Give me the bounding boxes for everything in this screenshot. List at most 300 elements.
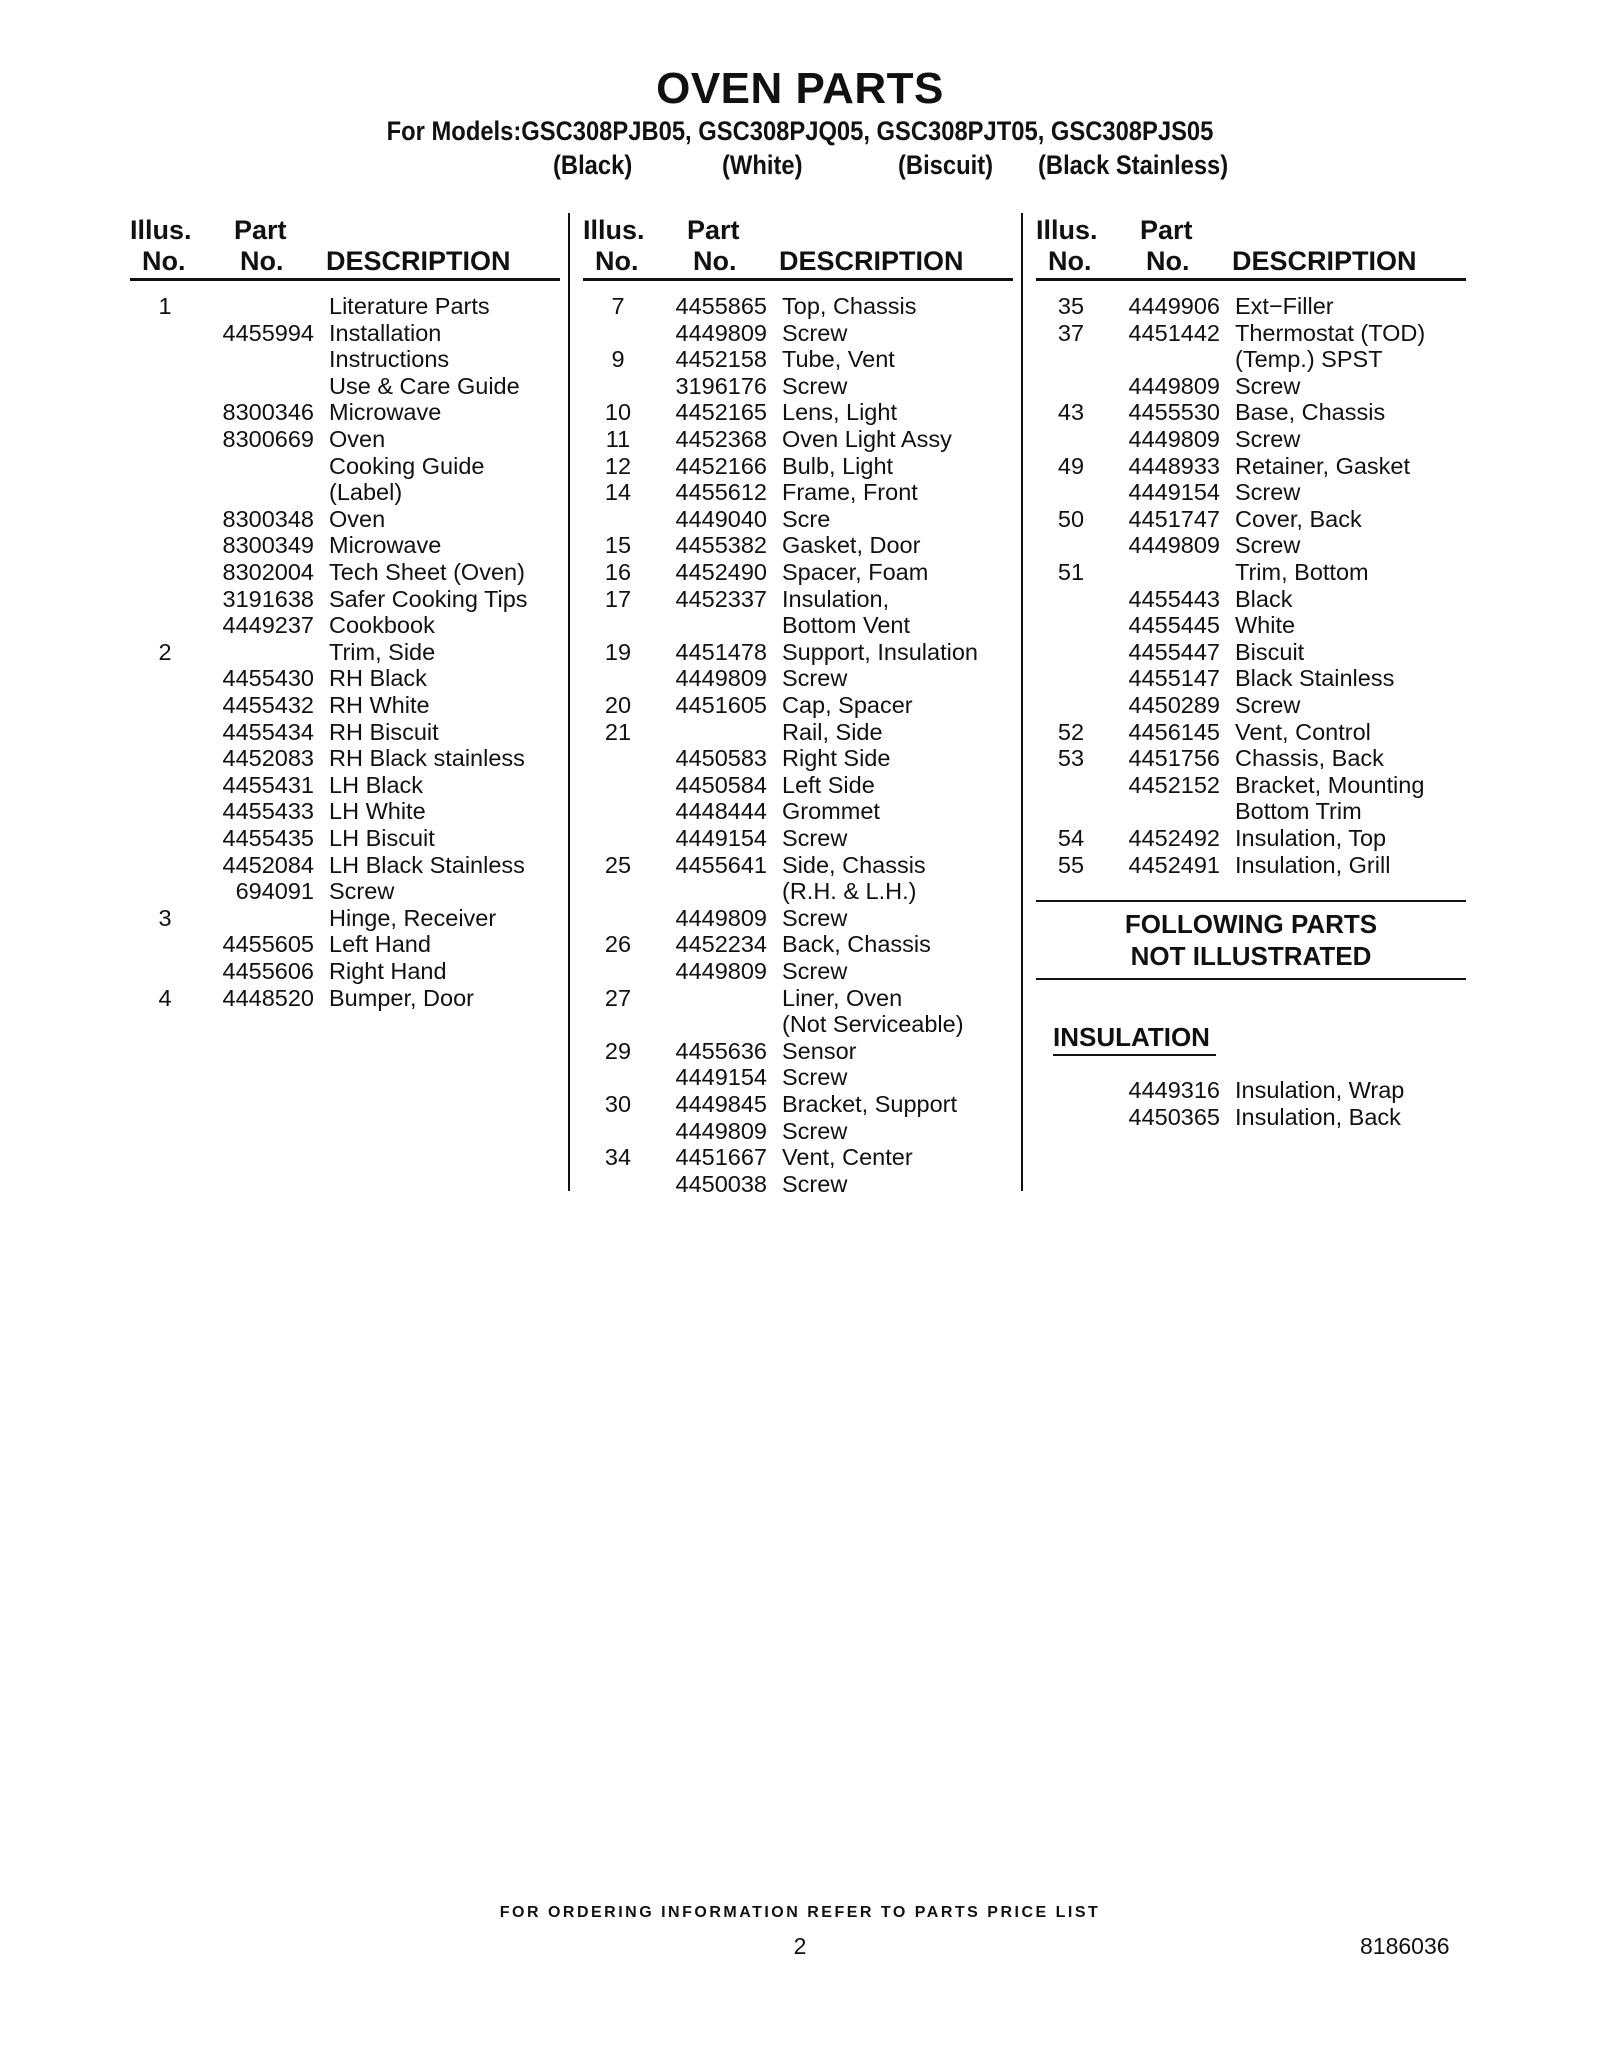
part-description: (Not Serviceable) (782, 1011, 964, 1038)
part-description: Microwave (329, 532, 442, 559)
parts-row (1036, 293, 1466, 320)
parts-row (583, 479, 1013, 506)
part-description: Screw (782, 1064, 848, 1091)
part-number: 8302004 (222, 559, 314, 585)
part-description: Spacer, Foam (782, 559, 929, 585)
part-description: Screw (782, 1170, 848, 1197)
part-description: Cover, Back (1235, 505, 1362, 532)
illus-number: 2 (158, 638, 172, 665)
variant-white: (White) (722, 150, 803, 180)
part-number: 4449040 (675, 505, 767, 532)
illus-number: 30 (604, 1091, 632, 1117)
part-description: Black Stainless (1235, 665, 1395, 692)
part-description: Frame, Front (782, 479, 918, 506)
part-description: Oven (329, 505, 386, 532)
parts-row (1036, 532, 1466, 559)
variant-black-stainless: (Black Stainless) (1038, 150, 1229, 180)
not-illustrated-heading-1: FOLLOWING PARTS (1124, 909, 1378, 939)
part-description: Support, Insulation (782, 638, 978, 665)
illus-number: 29 (604, 1037, 632, 1064)
part-description: Oven Light Assy (782, 426, 952, 452)
part-number: 4449154 (675, 825, 767, 851)
part-number: 4455382 (675, 532, 767, 559)
parts-row (583, 346, 1013, 373)
part-number: 4455147 (1128, 665, 1220, 692)
part-number: 4451747 (1128, 505, 1220, 532)
illus-number: 54 (1057, 825, 1085, 851)
part-number: 694091 (235, 878, 314, 905)
part-description: Bottom Trim (1235, 798, 1362, 825)
part-description: Side, Chassis (782, 851, 926, 878)
part-number: 8300348 (222, 505, 314, 532)
part-number: 4449906 (1128, 293, 1220, 319)
part-number: 8300349 (222, 532, 314, 559)
part-number: 4449809 (1128, 532, 1220, 559)
parts-row (130, 373, 560, 400)
part-description: Screw (1235, 692, 1301, 718)
parts-row (583, 612, 1013, 639)
part-number: 4455530 (1128, 399, 1220, 426)
part-number: 4449809 (1128, 426, 1220, 452)
part-number: 4449809 (1128, 372, 1220, 399)
part-description: Insulation, (782, 585, 890, 612)
part-number: 4452368 (675, 426, 767, 452)
illus-header: Illus. (130, 215, 192, 245)
part-number: 4452166 (675, 452, 767, 479)
parts-row (130, 985, 560, 1012)
part-description: Screw (782, 904, 848, 931)
model-list: For Models:GSC308PJB05, GSC308PJQ05, GSC308PJT05, GSC308PJS05 (386, 116, 1214, 146)
parts-row (583, 426, 1013, 453)
part-description: Microwave (329, 399, 442, 426)
not-illustrated-heading-2: NOT ILLUSTRATED (1130, 941, 1372, 971)
parts-row (583, 399, 1013, 426)
part-description: Screw (782, 825, 848, 851)
parts-row (130, 745, 560, 772)
illus-number: 34 (604, 1144, 632, 1171)
part-number: 4449809 (675, 1117, 767, 1144)
illus-number: 35 (1057, 293, 1085, 319)
part-description: Insulation, Back (1235, 1103, 1401, 1130)
parts-row (583, 745, 1013, 772)
part-description: Vent, Center (782, 1144, 913, 1171)
part-description: RH White (329, 692, 430, 718)
parts-row (130, 772, 560, 799)
parts-row (1036, 639, 1466, 666)
illus-number: 55 (1057, 851, 1085, 878)
part-number: 4452165 (675, 399, 767, 426)
section-rule-bottom (1036, 978, 1466, 980)
part-description: Tube, Vent (782, 346, 895, 373)
part-no-header: No. (1146, 246, 1190, 276)
part-number: 4455447 (1128, 638, 1220, 665)
illus-header: Illus. (583, 215, 645, 245)
illus-no-header: No. (142, 246, 186, 276)
part-description: Screw (1235, 479, 1301, 506)
part-description: Screw (782, 372, 848, 399)
parts-row (130, 293, 560, 320)
parts-row (583, 958, 1013, 985)
part-description: Lens, Light (782, 399, 897, 426)
part-description: Screw (782, 319, 848, 346)
part-description: Trim, Side (329, 638, 436, 665)
parts-row (130, 506, 560, 533)
parts-row (1036, 692, 1466, 719)
part-description: Chassis, Back (1235, 745, 1384, 772)
parts-row (583, 1038, 1013, 1065)
part-number: 4455434 (222, 718, 314, 745)
parts-row (1036, 399, 1466, 426)
illus-number: 16 (604, 559, 632, 585)
illus-number: 26 (604, 931, 632, 958)
part-description: Screw (1235, 426, 1301, 452)
part-number: 4455612 (675, 479, 767, 506)
parts-row (1036, 453, 1466, 480)
part-number: 4451667 (675, 1144, 767, 1171)
part-description: Bumper, Door (329, 984, 474, 1011)
part-description: Retainer, Gasket (1235, 452, 1411, 479)
illus-number: 52 (1057, 718, 1085, 745)
part-description: Biscuit (1235, 638, 1305, 665)
page-number: 2 (793, 1933, 807, 1959)
illus-number: 27 (604, 984, 632, 1011)
part-description: Screw (329, 878, 395, 905)
part-description: Literature Parts (329, 293, 490, 319)
part-number: 4449809 (675, 665, 767, 692)
illus-number: 25 (604, 851, 632, 878)
parts-row (583, 878, 1013, 905)
parts-row (1036, 825, 1466, 852)
part-description: RH Black (329, 665, 427, 692)
part-number: 4449237 (222, 612, 314, 639)
part-description: Trim, Bottom (1235, 559, 1369, 585)
part-description: Sensor (782, 1037, 857, 1064)
part-description: Right Side (782, 745, 891, 772)
part-number: 4452490 (675, 559, 767, 585)
illus-number: 12 (604, 452, 632, 479)
part-number: 4452152 (1128, 771, 1220, 798)
part-number: 4449809 (675, 904, 767, 931)
part-description: Screw (1235, 532, 1301, 559)
illus-number: 10 (604, 399, 632, 426)
parts-row (130, 825, 560, 852)
part-description: RH Biscuit (329, 718, 439, 745)
part-number: 3196176 (675, 372, 767, 399)
part-description: Screw (1235, 372, 1301, 399)
part-number: 4449845 (675, 1091, 767, 1117)
illus-number: 9 (611, 346, 625, 373)
part-header: Part (1140, 215, 1193, 245)
parts-row (583, 1091, 1013, 1118)
parts-row (1036, 1077, 1466, 1104)
part-number: 4455636 (675, 1037, 767, 1064)
parts-row (130, 665, 560, 692)
part-description: Insulation, Wrap (1235, 1077, 1405, 1103)
part-description: Screw (782, 665, 848, 692)
part-number: 4450584 (675, 771, 767, 798)
parts-row (583, 373, 1013, 400)
part-number: 4450289 (1128, 692, 1220, 718)
part-number: 4455443 (1128, 585, 1220, 612)
part-header: Part (234, 215, 287, 245)
part-description: Gasket, Door (782, 532, 921, 559)
part-description: Top, Chassis (782, 293, 917, 319)
part-number: 4448933 (1128, 452, 1220, 479)
part-number: 4451442 (1128, 319, 1220, 346)
part-description: Black (1235, 585, 1293, 612)
part-description: (R.H. & L.H.) (782, 878, 917, 905)
part-description: Safer Cooking Tips (329, 585, 528, 612)
part-description: Use & Care Guide (329, 372, 520, 399)
parts-row (130, 612, 560, 639)
insulation-underline (1053, 1054, 1216, 1056)
header-rule (130, 278, 560, 281)
parts-row (583, 719, 1013, 746)
page-title: OVEN PARTS (656, 64, 944, 113)
illus-number: 21 (604, 718, 632, 745)
parts-row (1036, 320, 1466, 347)
part-number: 4452158 (675, 346, 767, 373)
variant-biscuit: (Biscuit) (898, 150, 994, 180)
parts-row (130, 399, 560, 426)
part-description: Thermostat (TOD) (1235, 319, 1426, 346)
part-number: 4455435 (222, 825, 314, 851)
illus-number: 14 (604, 479, 632, 506)
illus-number: 3 (158, 904, 172, 931)
part-number: 4451478 (675, 638, 767, 665)
illus-number: 15 (604, 532, 632, 559)
ordering-footer: FOR ORDERING INFORMATION REFER TO PARTS PRICE LIST (499, 1904, 1101, 1921)
parts-row (130, 878, 560, 905)
parts-row (583, 320, 1013, 347)
illus-number: 49 (1057, 452, 1085, 479)
part-description: Left Side (782, 771, 875, 798)
part-description: Screw (782, 1117, 848, 1144)
parts-row (130, 320, 560, 347)
illus-number: 17 (604, 585, 632, 612)
parts-row (1036, 852, 1466, 879)
illus-no-header: No. (595, 246, 639, 276)
part-number: 4456145 (1128, 718, 1220, 745)
part-number: 4455994 (222, 319, 314, 346)
parts-row (130, 559, 560, 586)
parts-row (583, 825, 1013, 852)
parts-row (583, 798, 1013, 825)
illus-header: Illus. (1036, 215, 1098, 245)
parts-row (130, 453, 560, 480)
illus-number: 20 (604, 692, 632, 718)
part-number: 3191638 (222, 585, 314, 612)
part-number: 4455605 (222, 931, 314, 958)
parts-row (130, 479, 560, 506)
part-number: 4452491 (1128, 851, 1220, 878)
parts-row (130, 692, 560, 719)
illus-no-header: No. (1048, 246, 1092, 276)
part-description: Instructions (329, 346, 450, 373)
part-number: 4448520 (222, 984, 314, 1011)
part-number: 4452337 (675, 585, 767, 612)
illus-number: 51 (1057, 559, 1085, 585)
parts-row (130, 586, 560, 613)
part-description: White (1235, 612, 1296, 639)
part-number: 4455641 (675, 851, 767, 878)
parts-row (583, 905, 1013, 932)
part-number: 8300669 (222, 426, 314, 452)
parts-row (583, 665, 1013, 692)
parts-row (583, 639, 1013, 666)
parts-row (583, 1171, 1013, 1198)
part-description: Cooking Guide (329, 452, 485, 479)
part-number: 4450038 (675, 1170, 767, 1197)
part-number: 4452492 (1128, 825, 1220, 851)
parts-row (1036, 612, 1466, 639)
parts-row (130, 852, 560, 879)
description-header: DESCRIPTION (779, 246, 964, 276)
part-description: RH Black stainless (329, 745, 525, 772)
part-description: Ext−Filler (1235, 293, 1334, 319)
part-number: 4455432 (222, 692, 314, 718)
parts-row (583, 1064, 1013, 1091)
header-rule (583, 278, 1013, 281)
parts-row (130, 532, 560, 559)
parts-row (1036, 426, 1466, 453)
parts-row (583, 931, 1013, 958)
part-description: Insulation, Grill (1235, 851, 1391, 878)
parts-row (130, 639, 560, 666)
part-number: 4449809 (675, 958, 767, 984)
part-description: Tech Sheet (Oven) (329, 559, 525, 585)
parts-row (583, 559, 1013, 586)
part-number: 4450365 (1128, 1103, 1220, 1130)
part-number: 4449154 (1128, 479, 1220, 506)
parts-row (583, 586, 1013, 613)
part-description: Screw (782, 958, 848, 984)
part-description: Cap, Spacer (782, 692, 913, 718)
part-description: Cookbook (329, 612, 435, 639)
parts-row (130, 931, 560, 958)
part-number: 4449809 (675, 319, 767, 346)
part-description: Base, Chassis (1235, 399, 1386, 426)
parts-row (583, 1118, 1013, 1145)
parts-row (1036, 1104, 1466, 1131)
variant-black: (Black) (553, 150, 633, 180)
part-description: LH White (329, 798, 426, 825)
part-number: 4455865 (675, 293, 767, 319)
parts-row (130, 719, 560, 746)
parts-row (1036, 506, 1466, 533)
parts-row (1036, 745, 1466, 772)
parts-row (1036, 586, 1466, 613)
parts-row (130, 798, 560, 825)
illus-number: 50 (1057, 505, 1085, 532)
part-description: Bulb, Light (782, 452, 894, 479)
parts-row (1036, 373, 1466, 400)
part-header: Part (687, 215, 740, 245)
part-description: Rail, Side (782, 718, 883, 745)
part-number: 4451605 (675, 692, 767, 718)
part-number: 4449154 (675, 1064, 767, 1091)
document-number: 8186036 (1360, 1933, 1450, 1959)
part-number: 4452084 (222, 851, 314, 878)
part-description: Oven (329, 426, 386, 452)
parts-row (583, 293, 1013, 320)
part-description: LH Black Stainless (329, 851, 525, 878)
parts-row (130, 958, 560, 985)
illus-number: 11 (605, 426, 631, 452)
part-description: Bracket, Support (782, 1091, 958, 1117)
insulation-heading: INSULATION (1053, 1022, 1210, 1052)
part-number: 4455445 (1128, 612, 1220, 639)
part-number: 4455606 (222, 958, 314, 984)
parts-row (583, 772, 1013, 799)
part-description: Insulation, Top (1235, 825, 1387, 851)
parts-row (583, 852, 1013, 879)
part-description: Grommet (782, 798, 880, 825)
part-number: 4448444 (675, 798, 767, 825)
part-description: (Label) (329, 479, 403, 506)
part-number: 4450583 (675, 745, 767, 772)
parts-row (1036, 559, 1466, 586)
part-number: 4455433 (222, 798, 314, 825)
part-number: 4449316 (1128, 1077, 1220, 1103)
parts-row (583, 453, 1013, 480)
parts-row (1036, 772, 1466, 799)
parts-row (583, 1011, 1013, 1038)
part-number: 4452234 (675, 931, 767, 958)
part-number: 4452083 (222, 745, 314, 772)
part-description: Back, Chassis (782, 931, 931, 958)
parts-row (583, 1144, 1013, 1171)
part-description: LH Black (329, 771, 424, 798)
part-description: (Temp.) SPST (1235, 346, 1383, 373)
column-divider (568, 213, 570, 1191)
parts-row (583, 532, 1013, 559)
part-description: Hinge, Receiver (329, 904, 497, 931)
part-description: LH Biscuit (329, 825, 435, 851)
parts-row (583, 692, 1013, 719)
parts-row (1036, 719, 1466, 746)
part-number: 8300346 (222, 399, 314, 426)
part-description: Left Hand (329, 931, 431, 958)
illus-number: 19 (604, 638, 632, 665)
part-description: Bracket, Mounting (1235, 771, 1425, 798)
parts-row (583, 985, 1013, 1012)
illus-number: 7 (611, 293, 625, 319)
part-number: 4451756 (1128, 745, 1220, 772)
part-description: Installation (329, 319, 442, 346)
parts-row (1036, 665, 1466, 692)
parts-row (1036, 479, 1466, 506)
illus-number: 37 (1057, 319, 1085, 346)
parts-row (130, 346, 560, 373)
illus-number: 43 (1057, 399, 1085, 426)
part-description: Bottom Vent (782, 612, 911, 639)
parts-row (130, 426, 560, 453)
parts-row (1036, 798, 1466, 825)
part-number: 4455431 (222, 771, 314, 798)
parts-row (583, 506, 1013, 533)
part-no-header: No. (240, 246, 284, 276)
description-header: DESCRIPTION (1232, 246, 1417, 276)
illus-number: 1 (158, 293, 172, 319)
parts-row (1036, 346, 1466, 373)
part-description: Liner, Oven (782, 984, 903, 1011)
part-no-header: No. (693, 246, 737, 276)
illus-number: 4 (158, 984, 172, 1011)
header-rule (1036, 278, 1466, 281)
illus-number: 53 (1057, 745, 1085, 772)
parts-row (130, 905, 560, 932)
